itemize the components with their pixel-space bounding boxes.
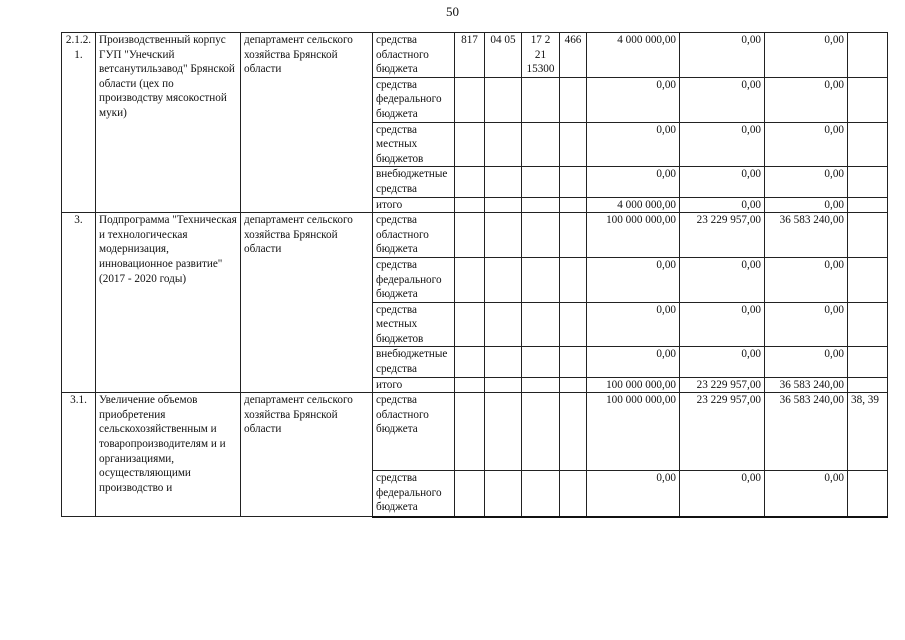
code-vr-empty	[560, 77, 587, 122]
indicator-ref	[848, 167, 888, 197]
page-number: 50	[446, 4, 459, 19]
item-number: 2.1.2. 1.	[62, 33, 96, 213]
funding-source: итого	[373, 377, 455, 393]
amount-year-1: 100 000 000,00	[587, 393, 680, 471]
amount-year-1: 0,00	[587, 302, 680, 347]
code-rzpr	[485, 393, 522, 471]
table-row	[62, 213, 888, 258]
code-grbs-empty	[455, 167, 485, 197]
indicator-ref	[848, 33, 888, 78]
amount-year-3: 0,00	[765, 167, 848, 197]
amount-year-2: 0,00	[680, 77, 765, 122]
code-rzpr-empty	[485, 377, 522, 393]
amount-year-2: 0,00	[680, 122, 765, 167]
item-executor: департамент сельского хозяйства Брянской области	[241, 213, 373, 393]
budget-table	[61, 32, 888, 518]
amount-year-3: 36 583 240,00	[765, 393, 848, 471]
amount-year-1: 0,00	[587, 167, 680, 197]
amount-year-2: 0,00	[680, 302, 765, 347]
code-rzpr-empty	[485, 197, 522, 213]
code-vr	[560, 213, 587, 258]
code-grbs-empty	[455, 122, 485, 167]
amount-year-3: 0,00	[765, 77, 848, 122]
funding-source: средства местных бюджетов	[373, 302, 455, 347]
amount-year-1: 4 000 000,00	[587, 197, 680, 213]
amount-year-1: 0,00	[587, 347, 680, 377]
code-csr-empty	[522, 257, 560, 302]
amount-year-3: 0,00	[765, 257, 848, 302]
code-csr-empty	[522, 77, 560, 122]
code-rzpr-empty	[485, 122, 522, 167]
code-grbs	[455, 213, 485, 258]
amount-year-2: 23 229 957,00	[680, 213, 765, 258]
indicator-ref	[848, 77, 888, 122]
amount-year-2: 0,00	[680, 347, 765, 377]
item-executor: департамент сельского хозяйства Брянской области	[241, 393, 373, 517]
amount-year-2: 23 229 957,00	[680, 377, 765, 393]
amount-year-1: 100 000 000,00	[587, 377, 680, 393]
code-rzpr-empty	[485, 167, 522, 197]
code-csr-empty	[522, 347, 560, 377]
code-rzpr: 04 05	[485, 33, 522, 78]
code-grbs	[455, 393, 485, 471]
funding-source: средства федерального бюджета	[373, 77, 455, 122]
item-name: Производственный корпус ГУП "Унечский ветсанутильзавод" Брянской области (цех по производству мясокостной муки)	[96, 33, 241, 213]
indicator-ref	[848, 122, 888, 167]
code-csr-empty	[522, 122, 560, 167]
funding-source: средства местных бюджетов	[373, 122, 455, 167]
indicator-ref	[848, 471, 888, 517]
code-vr-empty	[560, 347, 587, 377]
code-vr-empty	[560, 122, 587, 167]
item-number: 3.	[62, 213, 96, 393]
item-number: 3.1.	[62, 393, 96, 517]
amount-year-3: 0,00	[765, 471, 848, 517]
amount-year-3: 0,00	[765, 347, 848, 377]
amount-year-3: 0,00	[765, 302, 848, 347]
code-rzpr-empty	[485, 302, 522, 347]
code-csr	[522, 393, 560, 471]
amount-year-3: 36 583 240,00	[765, 213, 848, 258]
code-grbs-empty	[455, 347, 485, 377]
amount-year-3: 0,00	[765, 33, 848, 78]
code-rzpr-empty	[485, 347, 522, 377]
code-csr-empty	[522, 302, 560, 347]
funding-source: внебюджетные средства	[373, 167, 455, 197]
amount-year-1: 0,00	[587, 122, 680, 167]
table-body	[62, 33, 888, 517]
code-vr-empty	[560, 302, 587, 347]
indicator-ref	[848, 257, 888, 302]
code-vr: 466	[560, 33, 587, 78]
indicator-ref	[848, 347, 888, 377]
code-vr-empty	[560, 377, 587, 393]
indicator-ref	[848, 302, 888, 347]
funding-source: внебюджетные средства	[373, 347, 455, 377]
code-rzpr	[485, 213, 522, 258]
code-vr-empty	[560, 257, 587, 302]
amount-year-1: 0,00	[587, 471, 680, 517]
amount-year-1: 100 000 000,00	[587, 213, 680, 258]
amount-year-1: 0,00	[587, 257, 680, 302]
code-csr-empty	[522, 377, 560, 393]
code-csr-empty	[522, 471, 560, 517]
amount-year-2: 0,00	[680, 167, 765, 197]
code-vr	[560, 393, 587, 471]
indicator-ref	[848, 197, 888, 213]
item-name: Подпрограмма "Техническая и технологическая модернизация, инновационное развитие" (2017 - 2020 годы)	[96, 213, 241, 393]
amount-year-3: 36 583 240,00	[765, 377, 848, 393]
amount-year-2: 0,00	[680, 33, 765, 78]
funding-source: средства федерального бюджета	[373, 471, 455, 517]
amount-year-1: 0,00	[587, 77, 680, 122]
amount-year-3: 0,00	[765, 197, 848, 213]
code-grbs-empty	[455, 77, 485, 122]
code-csr: 17 2 21 15300	[522, 33, 560, 78]
indicator-ref	[848, 213, 888, 258]
code-vr-empty	[560, 167, 587, 197]
code-grbs-empty	[455, 197, 485, 213]
funding-source: средства областного бюджета	[373, 393, 455, 471]
code-rzpr-empty	[485, 77, 522, 122]
funding-source: итого	[373, 197, 455, 213]
code-grbs-empty	[455, 471, 485, 517]
table-row	[62, 33, 888, 78]
amount-year-2: 0,00	[680, 257, 765, 302]
item-name: Увеличение объемов приобретения сельскохозяйственным и товаропроизводителям и и организациями, осуществляющими производство и	[96, 393, 241, 517]
code-rzpr-empty	[485, 257, 522, 302]
item-executor: департамент сельского хозяйства Брянской области	[241, 33, 373, 213]
amount-year-2: 0,00	[680, 197, 765, 213]
code-rzpr-empty	[485, 471, 522, 517]
code-csr	[522, 213, 560, 258]
indicator-ref: 38, 39	[848, 393, 888, 471]
amount-year-2: 23 229 957,00	[680, 393, 765, 471]
code-grbs-empty	[455, 377, 485, 393]
table-row	[62, 393, 888, 471]
code-csr-empty	[522, 197, 560, 213]
funding-source: средства областного бюджета	[373, 33, 455, 78]
code-csr-empty	[522, 167, 560, 197]
amount-year-3: 0,00	[765, 122, 848, 167]
funding-source: средства областного бюджета	[373, 213, 455, 258]
code-vr-empty	[560, 197, 587, 213]
code-grbs-empty	[455, 302, 485, 347]
funding-source: средства федерального бюджета	[373, 257, 455, 302]
code-grbs: 817	[455, 33, 485, 78]
amount-year-2: 0,00	[680, 471, 765, 517]
code-vr-empty	[560, 471, 587, 517]
amount-year-1: 4 000 000,00	[587, 33, 680, 78]
indicator-ref	[848, 377, 888, 393]
code-grbs-empty	[455, 257, 485, 302]
